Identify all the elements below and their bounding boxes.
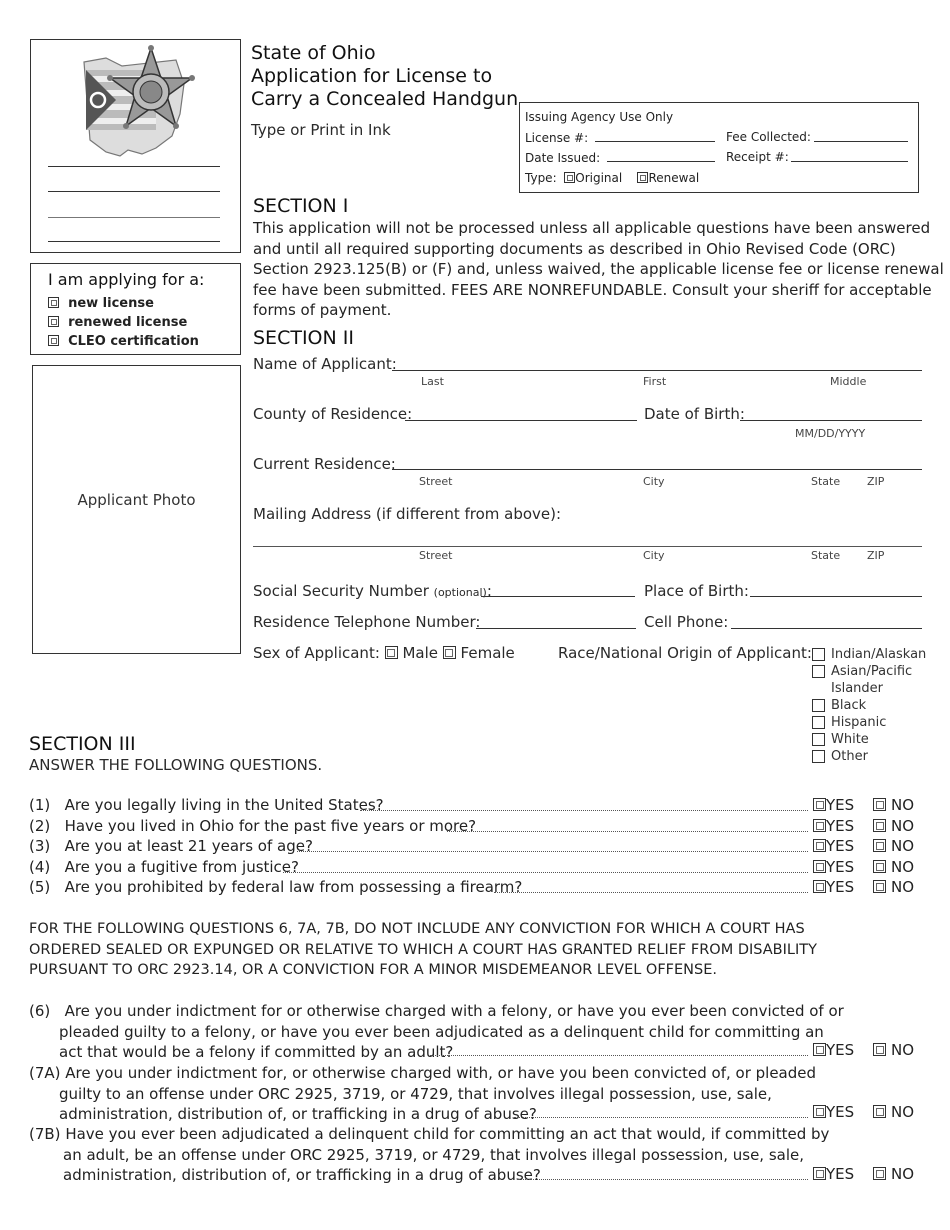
- current-residence-field[interactable]: [392, 469, 922, 470]
- county-label: County of Residence:: [253, 405, 413, 423]
- license-number-field[interactable]: [595, 141, 715, 142]
- fee-collected-field[interactable]: [814, 141, 908, 142]
- middle-name-caption: Middle: [830, 375, 867, 388]
- race-option-hispanic[interactable]: Hispanic: [812, 714, 932, 731]
- option-cleo-certification[interactable]: CLEO certification: [48, 332, 199, 351]
- section-1-heading: SECTION I: [253, 195, 349, 217]
- section-1-text: This application will not be processed unless all applicable questions have been answered and until all required supporting documents as described in Ohio Revised Code (ORC) Section 2923.125(B) or (F) and, unless waived, the applicable license fee or license renewal fee have been submitted. FEES ARE NONREFUNDABLE. Consult your sheriff for acceptable forms of payment.: [253, 219, 944, 319]
- q1-yes-checkbox[interactable]: [813, 798, 826, 811]
- original-checkbox[interactable]: [564, 172, 575, 183]
- q2-answers: YES NO: [813, 817, 914, 835]
- question-7b-leader: [518, 1179, 808, 1180]
- q5-yes-checkbox[interactable]: [813, 880, 826, 893]
- q6-yes-checkbox[interactable]: [813, 1043, 826, 1056]
- q4-no-checkbox[interactable]: [873, 860, 886, 873]
- q3-answers: YES NO: [813, 837, 914, 855]
- race-label: Race/National Origin of Applicant:: [558, 644, 812, 662]
- question-2: (2) Have you lived in Ohio for the past five years or more?: [29, 817, 477, 835]
- question-6: (6) Are you under indictment for or otherwise charged with a felony, or have you ever been convicted of or pleaded guilty to a felony, or have you ever been adjudicated as a delinquent child for committing an act that would be a felony if committed by an adult?: [29, 1002, 844, 1061]
- q5-no-checkbox[interactable]: [873, 880, 886, 893]
- residence-phone-field[interactable]: [476, 628, 636, 629]
- question-7a: (7A) Are you under indictment for, or otherwise charged with, or have you been convicted of, or pleaded guilty to an offense under ORC 2925, 3719, or 4729, that involves illegal possession, use, sale, administration, distribution of, or trafficking in a drug of abuse?: [29, 1064, 817, 1123]
- cell-phone-field[interactable]: [731, 628, 922, 629]
- question-5: (5) Are you prohibited by federal law from possessing a firearm?: [29, 878, 523, 896]
- q7b-no-checkbox[interactable]: [873, 1167, 886, 1180]
- form-title: State of Ohio Application for License to Carry a Concealed Handgun: [251, 42, 519, 110]
- place-of-birth-label: Place of Birth:: [644, 582, 749, 600]
- agency-title: Issuing Agency Use Only: [525, 110, 674, 124]
- indian-alaskan-checkbox[interactable]: [812, 648, 825, 661]
- mailing-city-caption: City: [643, 549, 665, 562]
- applicant-name-label: Name of Applicant:: [253, 355, 397, 373]
- county-field[interactable]: [405, 420, 637, 421]
- dob-label: Date of Birth:: [644, 405, 745, 423]
- q1-no-checkbox[interactable]: [873, 798, 886, 811]
- seal-line-3: [48, 217, 220, 218]
- question-1-leader: [360, 810, 808, 811]
- q5-answers: YES NO: [813, 878, 914, 896]
- date-issued-label: Date Issued:: [525, 151, 601, 165]
- q6-no-checkbox[interactable]: [873, 1043, 886, 1056]
- question-7b: (7B) Have you ever been adjudicated a delinquent child for committing an act that would, if committed by an adult, be an offense under ORC 2925, 3719, or 4729, that involves illegal possession, use, sale, administration, distribution of, or trafficking in a drug of abuse?: [29, 1125, 830, 1184]
- q7a-no-checkbox[interactable]: [873, 1105, 886, 1118]
- section-3-heading: SECTION III: [29, 733, 136, 755]
- mailing-state-caption: State: [811, 549, 841, 562]
- q1-answers: YES NO: [813, 796, 914, 814]
- q7a-answers: YES NO: [813, 1103, 914, 1121]
- section-3-subheading: ANSWER THE FOLLOWING QUESTIONS.: [29, 756, 323, 774]
- receipt-number-field[interactable]: [791, 161, 908, 162]
- white-checkbox[interactable]: [812, 733, 825, 746]
- applying-for-box: [30, 263, 241, 355]
- applicant-photo-label: Applicant Photo: [77, 491, 196, 509]
- q7b-yes-checkbox[interactable]: [813, 1167, 826, 1180]
- current-city-caption: City: [643, 475, 665, 488]
- q4-yes-checkbox[interactable]: [813, 860, 826, 873]
- cleo-certification-checkbox[interactable]: [48, 335, 59, 346]
- date-issued-field[interactable]: [607, 161, 715, 162]
- q2-no-checkbox[interactable]: [873, 819, 886, 832]
- other-checkbox[interactable]: [812, 750, 825, 763]
- license-number-label: License #:: [525, 131, 589, 145]
- seal-line-1: [48, 166, 220, 167]
- seal-line-4: [48, 241, 220, 242]
- receipt-number-label: Receipt #:: [726, 150, 789, 164]
- question-1: (1) Are you legally living in the United States?: [29, 796, 384, 814]
- race-option-indian-alaskan[interactable]: Indian/Alaskan: [812, 646, 932, 663]
- cell-phone-label: Cell Phone:: [644, 613, 729, 631]
- license-type-row: Type: Original Renewal: [525, 171, 700, 185]
- question-6-leader: [430, 1055, 808, 1056]
- current-zip-caption: ZIP: [867, 475, 885, 488]
- agency-use-box: [519, 102, 919, 193]
- current-state-caption: State: [811, 475, 841, 488]
- hispanic-checkbox[interactable]: [812, 716, 825, 729]
- q3-yes-checkbox[interactable]: [813, 839, 826, 852]
- applicant-name-field[interactable]: [392, 370, 922, 371]
- place-of-birth-field[interactable]: [750, 596, 922, 597]
- mailing-address-label: Mailing Address (if different from above):: [253, 505, 562, 523]
- option-new-license[interactable]: new license: [48, 294, 199, 313]
- last-name-caption: Last: [421, 375, 444, 388]
- seal-line-2: [48, 191, 220, 192]
- question-2-leader: [447, 831, 808, 832]
- male-checkbox[interactable]: [385, 646, 398, 659]
- first-name-caption: First: [643, 375, 667, 388]
- applicant-photo-box[interactable]: [32, 365, 241, 654]
- female-checkbox[interactable]: [443, 646, 456, 659]
- dob-format-caption: MM/DD/YYYY: [795, 427, 866, 440]
- q6-answers: YES NO: [813, 1041, 914, 1059]
- q7b-answers: YES NO: [813, 1165, 914, 1183]
- ssn-label: Social Security Number (optional):: [253, 582, 492, 600]
- fee-collected-label: Fee Collected:: [726, 130, 811, 144]
- current-street-caption: Street: [419, 475, 453, 488]
- question-7a-leader: [514, 1117, 808, 1118]
- q3-no-checkbox[interactable]: [873, 839, 886, 852]
- q4-answers: YES NO: [813, 858, 914, 876]
- residence-phone-label: Residence Telephone Number:: [253, 613, 481, 631]
- question-3-leader: [297, 851, 808, 852]
- renewal-checkbox[interactable]: [637, 172, 648, 183]
- sheriff-seal-box: [30, 39, 241, 253]
- black-checkbox[interactable]: [812, 699, 825, 712]
- ssn-field[interactable]: [481, 596, 635, 597]
- question-4: (4) Are you a fugitive from justice?: [29, 858, 299, 876]
- race-options: [812, 646, 932, 765]
- race-option-black[interactable]: Black: [812, 697, 932, 714]
- mailing-street-caption: Street: [419, 549, 453, 562]
- question-5-leader: [494, 892, 808, 893]
- race-option-other[interactable]: Other: [812, 748, 932, 765]
- conviction-notice: FOR THE FOLLOWING QUESTIONS 6, 7A, 7B, DO NOT INCLUDE ANY CONVICTION FOR WHICH A COURT HAS ORDERED SEALED OR EXPUNGED OR RELATIVE TO WHICH A COURT HAS GRANTED RELIEF FROM DISABILITY PURSUANT TO ORC 2923.14, OR A CONVICTION FOR A MINOR MISDEMEANOR LEVEL OFFENSE.: [29, 921, 817, 978]
- mailing-address-field[interactable]: [253, 546, 922, 547]
- race-option-asian-pacific[interactable]: Asian/Pacific Islander: [812, 663, 932, 697]
- section-2-heading: SECTION II: [253, 327, 354, 349]
- dob-field[interactable]: [740, 420, 922, 421]
- question-4-leader: [283, 872, 808, 873]
- q2-yes-checkbox[interactable]: [813, 819, 826, 832]
- applying-title: I am applying for a:: [48, 270, 205, 289]
- race-option-white[interactable]: White: [812, 731, 932, 748]
- mailing-zip-caption: ZIP: [867, 549, 885, 562]
- question-3: (3) Are you at least 21 years of age?: [29, 837, 313, 855]
- q7a-yes-checkbox[interactable]: [813, 1105, 826, 1118]
- option-renewed-license[interactable]: renewed license: [48, 313, 199, 332]
- print-instruction: Type or Print in Ink: [251, 121, 391, 139]
- current-residence-label: Current Residence:: [253, 455, 396, 473]
- asian-pacific-checkbox[interactable]: [812, 665, 825, 678]
- sex-row: Sex of Applicant: Male Female: [253, 644, 515, 662]
- sheriff-star-seal-icon: [76, 44, 206, 164]
- new-license-checkbox[interactable]: [48, 297, 59, 308]
- renewed-license-checkbox[interactable]: [48, 316, 59, 327]
